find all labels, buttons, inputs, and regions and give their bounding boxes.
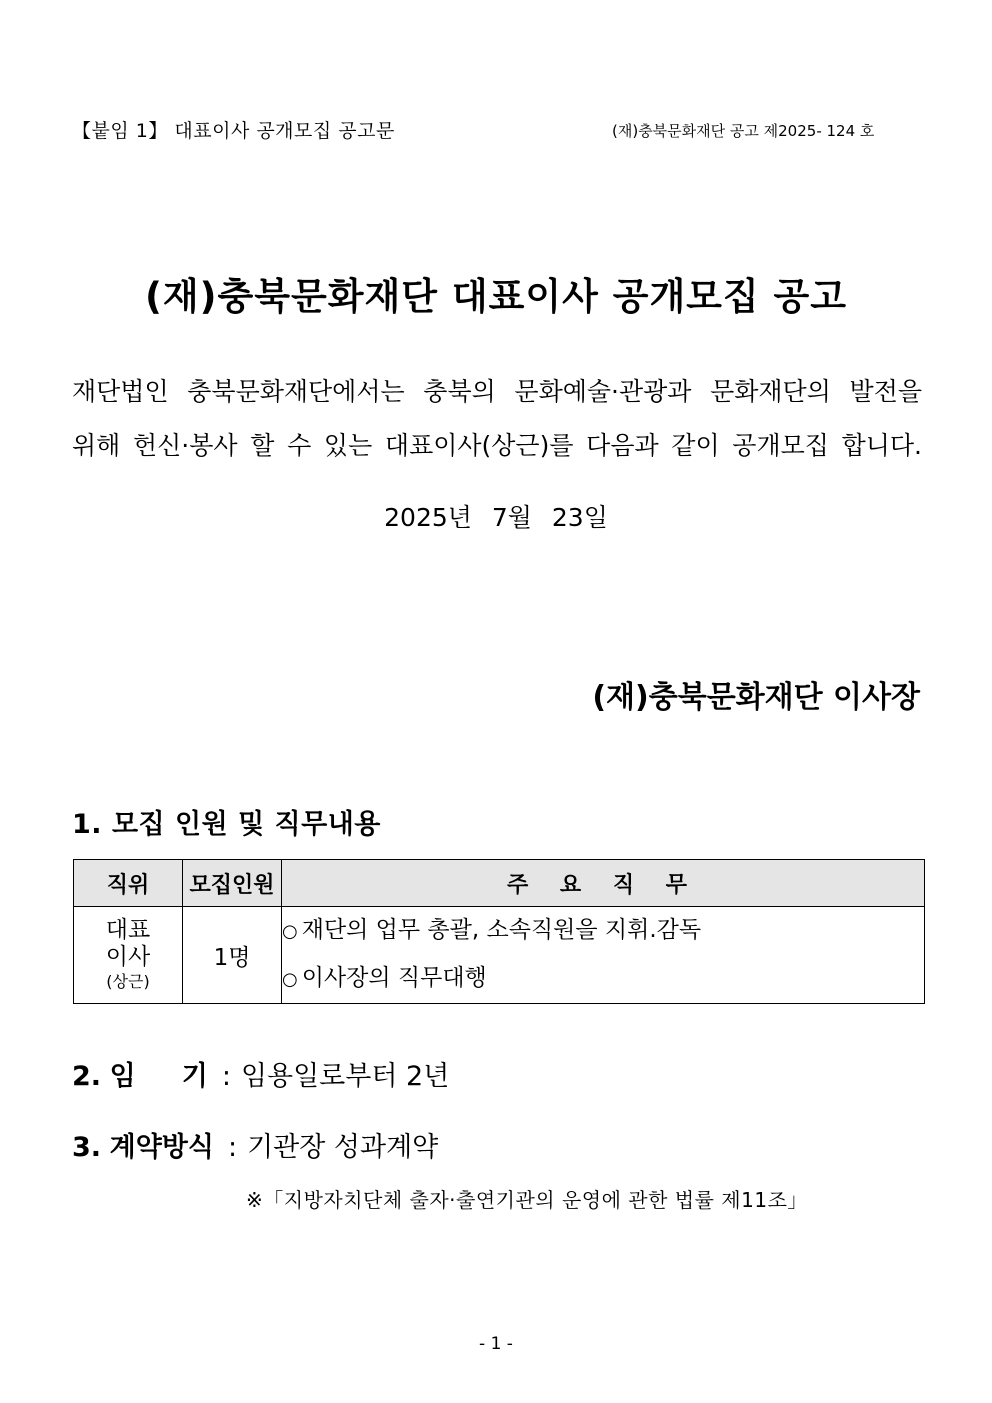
count-cell: 1명 [183, 907, 282, 1004]
section-2-value: 임용일로부터 2년 [240, 1061, 450, 1092]
section-3-label: 계약방식 [109, 1132, 214, 1163]
circle-bullet-icon: ○ [282, 969, 298, 990]
notice-number: (재)충북문화재단 공고 제2025- 124 호 [612, 122, 875, 140]
section-2-label-b: 기 [181, 1061, 208, 1092]
section-2-term: 2. 임 기 : 임용일로부터 2년 [72, 1061, 450, 1092]
header-count: 모집인원 [183, 860, 282, 907]
intro-line-1: 재단법인 충북문화재단에서는 충북의 문화예술·관광과 문화재단의 발전을 [72, 377, 922, 406]
attachment-label: 【붙임 1】 대표이사 공개모집 공고문 [72, 120, 395, 142]
page-title: (재)충북문화재단 대표이사 공개모집 공고 [144, 275, 848, 318]
recruitment-table [73, 859, 925, 1004]
section-2-label-a: 임 [109, 1061, 136, 1092]
duty-text-1: 재단의 업무 총괄, 소속직원을 지휘.감독 [301, 917, 702, 943]
duty-text-2: 이사장의 직무대행 [301, 965, 487, 991]
circle-bullet-icon: ○ [282, 921, 298, 942]
section-1-heading: 1. 모집 인원 및 직무내용 [72, 809, 381, 840]
section-3-value: 기관장 성과계약 [247, 1132, 439, 1163]
table-row [74, 907, 925, 1004]
position-line-2: 이사 [105, 944, 151, 970]
section-3-number: 3. [72, 1132, 102, 1163]
announcement-date: 2025년 7월 23일 [384, 503, 608, 532]
position-cell [74, 907, 183, 1004]
duty-item-1 [282, 907, 924, 955]
position-note: (상근) [106, 972, 150, 991]
duty-item-2 [282, 955, 924, 1003]
intro-line-2: 위해 헌신·봉사 할 수 있는 대표이사(상근)를 다음과 같이 공개모집 합니다. [72, 431, 922, 460]
duties-cell [282, 907, 925, 1004]
header-duties: 주 요 직 무 [282, 860, 925, 907]
section-3-contract: 3. 계약방식 : 기관장 성과계약 [72, 1132, 439, 1163]
legal-reference-note: ※「지방자치단체 출자·출연기관의 운영에 관한 법률 제11조」 [246, 1188, 808, 1212]
issuer-signature: (재)충북문화재단 이사장 [592, 680, 920, 715]
section-2-number: 2. [72, 1061, 102, 1092]
page-number: - 1 - [479, 1334, 513, 1354]
table-header-row [74, 860, 925, 907]
header-position: 직위 [74, 860, 183, 907]
position-line-1: 대표 [105, 917, 151, 943]
